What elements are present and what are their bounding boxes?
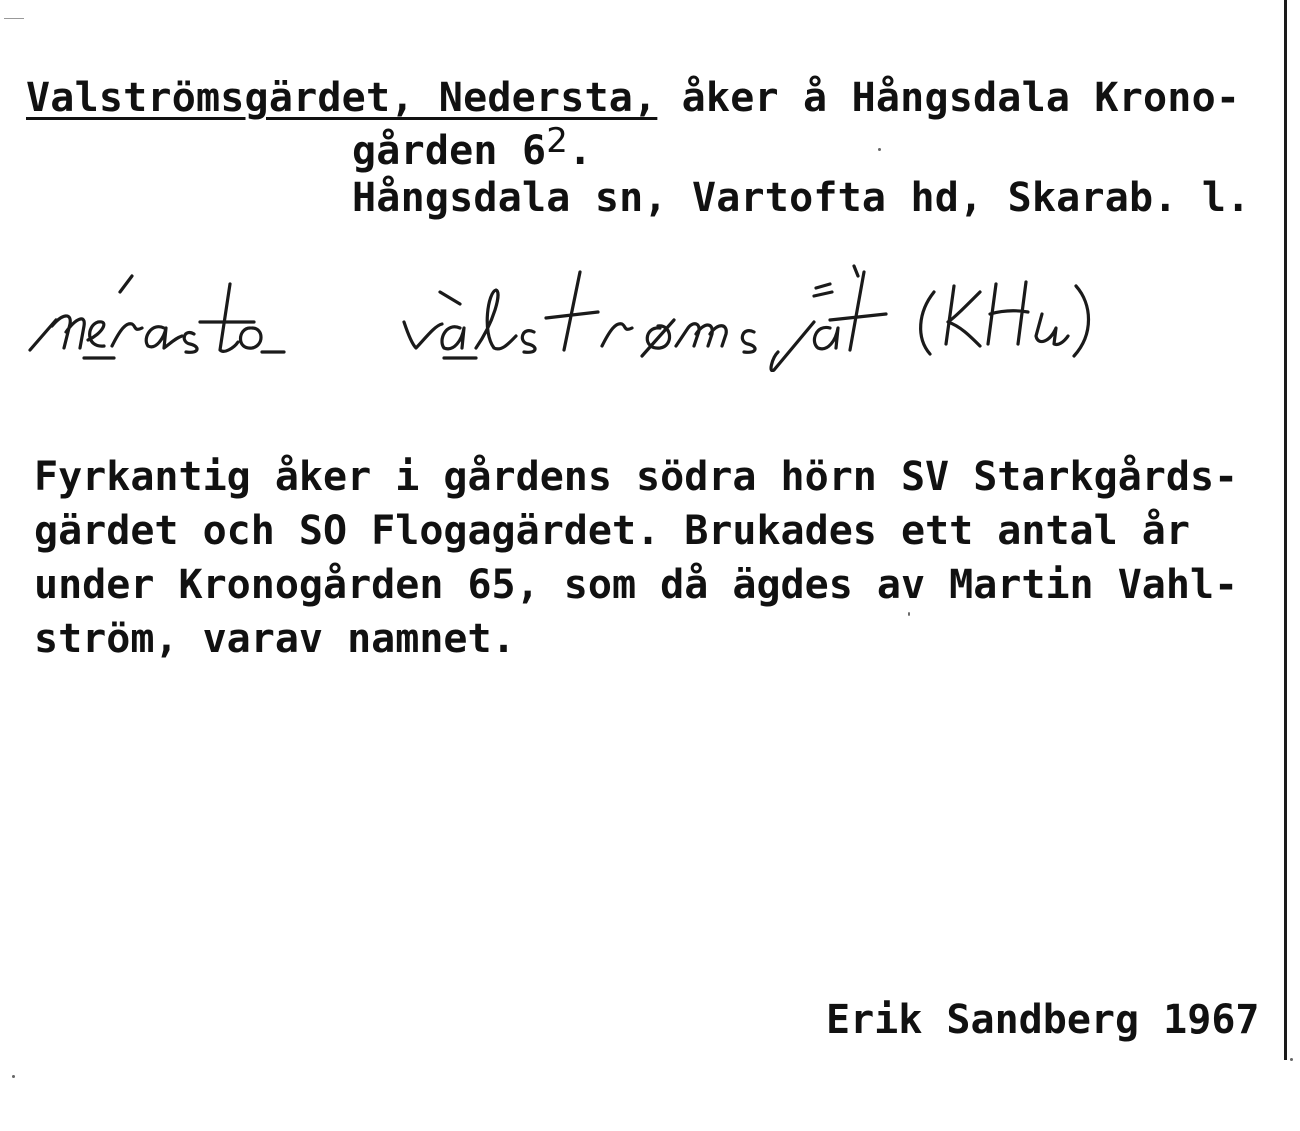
description-line: Fyrkantig åker i gårdens södra hörn SV Starkgårds- (34, 454, 1239, 500)
handwriting-drawing (24, 262, 1244, 372)
card-edge (1284, 0, 1287, 1060)
scan-speck (12, 1075, 15, 1078)
header-line-2 (352, 121, 593, 174)
description (34, 450, 1238, 666)
scan-speck (878, 148, 881, 151)
header-line-2-end: . (568, 128, 593, 174)
description-line: under Kronogården 65, som då ägdes av Martin Vahl- (34, 562, 1239, 608)
scan-speck (908, 612, 910, 616)
header-line-2-text: gården 6 (352, 128, 547, 174)
header-line-1-rest: åker å Hångsdala Krono- (681, 75, 1241, 121)
header-line-1 (26, 75, 1241, 121)
author-signature: Erik Sandberg 1967 (826, 997, 1260, 1043)
handwritten-pronunciation (24, 262, 1244, 372)
location-line: Hångsdala sn, Vartofta hd, Skarab. l. (352, 175, 1251, 221)
description-line: gärdet och SO Flogagärdet. Brukades ett antal år (34, 508, 1190, 554)
description-line: ström, varav namnet. (34, 616, 516, 662)
scan-speck (1290, 1058, 1293, 1061)
scan-mark (4, 18, 24, 19)
headword: Valströmsgärdet, Nedersta, (26, 75, 658, 121)
header-line-2-sup: 2 (546, 121, 569, 161)
header-line-3 (352, 175, 1251, 221)
